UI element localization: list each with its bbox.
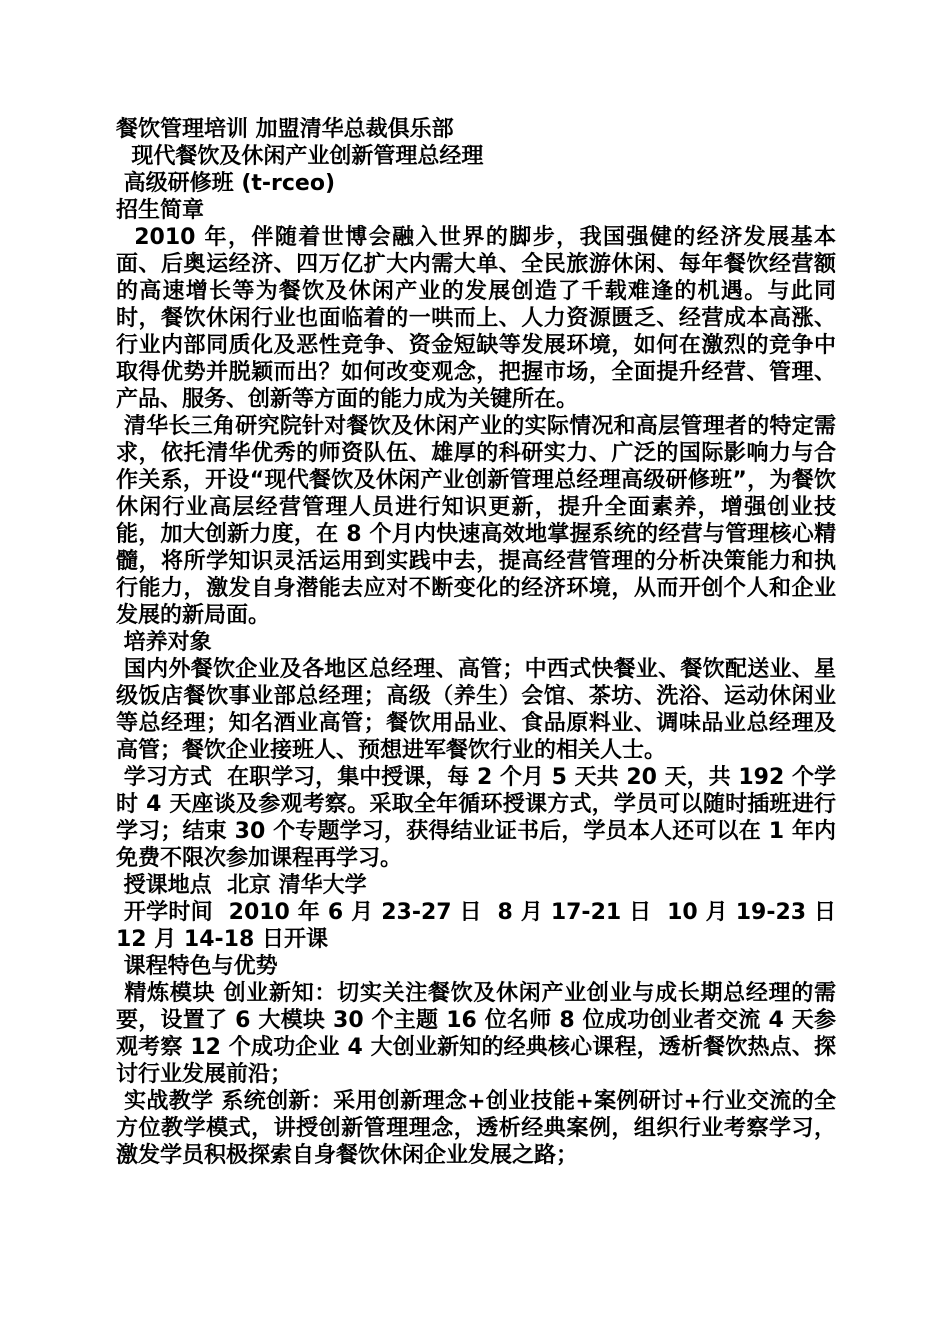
document-body — [116, 116, 844, 1169]
section-heading-target: 培养对象 — [116, 630, 212, 655]
study-method-paragraph: 学习方式 在职学习，集中授课，每 2 个月 5 天共 20 天，共 192 个学时 4 天座谈及参观考察。采取全年循环授课方式，学员可以随时插班进行学习；结束 30 个专题学习，获得结业证书后，学员本人还可以在 1 年内免费不限次参加课程再学习。 — [116, 765, 836, 871]
document-subtitle: 现代餐饮及休闲产业创新管理总经理 — [116, 144, 484, 169]
location-line: 授课地点 北京 清华大学 — [116, 873, 367, 898]
document-subtitle-class: 高级研修班 (t-rceo) — [116, 171, 336, 196]
intro-paragraph-2: 清华长三角研究院针对餐饮及休闲产业的实际情况和高层管理者的特定需求，依托清华优秀的师资队伍、雄厚的科研实力、广泛的国际影响力与合作关系，开设“现代餐饮及休闲产业创新管理总经理高级研修班”，为餐饮休闲行业高层经营管理人员进行知识更新，提升全面素养，增强创业技能，加大创新力度，在 8 个月内快速高效地掌握系统的经营与管理核心精髓，将所学知识灵活运用到实践中去，提高经营管理的分析决策能力和执行能力，激发自身潜能去应对不断变化的经济环境，从而开创个人和企业发展的新局面。 — [116, 414, 836, 628]
feature-paragraph-2: 实战教学 系统创新：采用创新理念+创业技能+案例研讨+行业交流的全方位教学模式，讲授创新管理理念，透析经典案例，组织行业考察学习，激发学员积极探索自身餐饮休闲企业发展之路； — [116, 1089, 836, 1168]
section-heading-features: 课程特色与优势 — [116, 954, 278, 979]
intro-paragraph-1: 2010 年，伴随着世博会融入世界的脚步，我国强健的经济发展基本面、后奥运经济、四万亿扩大内需大单、全民旅游休闲、每年餐饮经营额的高速增长等为餐饮及休闲产业的发展创造了千载难逢的机遇。与此同时，餐饮休闲行业也面临着的一哄而上、人力资源匮乏、经营成本高涨、行业内部同质化及恶性竞争、资金短缺等发展环境，如何在激烈的竞争中取得优势并脱颖而出？如何改变观念，把握市场，全面提升经营、管理、产品、服务、创新等方面的能力成为关键所在。 — [116, 225, 836, 412]
document-title: 餐饮管理培训 加盟清华总裁俱乐部 — [116, 117, 454, 142]
target-paragraph: 国内外餐饮企业及各地区总经理、高管；中西式快餐业、餐饮配送业、星级饭店餐饮事业部总经理；高级（养生）会馆、茶坊、洗浴、运动休闲业等总经理；知名酒业高管；餐饮用品业、食品原料业、调味品业总经理及高管；餐饮企业接班人、预想进军餐饮行业的相关人士。 — [116, 657, 836, 763]
feature-paragraph-1: 精炼模块 创业新知：切实关注餐饮及休闲产业创业与成长期总经理的需要，设置了 6 大模块 30 个主题 16 位名师 8 位成功创业者交流 4 天参观考察 12 个成功企业 4 大创业新知的经典核心课程，透析餐饮热点、探讨行业发展前沿； — [116, 981, 836, 1087]
schedule-line: 开学时间 2010 年 6 月 23-27 日 8 月 17-21 日 10 月 19-23 日 12 月 14-18 日开课 — [116, 900, 844, 952]
section-heading-admission: 招生简章 — [116, 198, 205, 223]
